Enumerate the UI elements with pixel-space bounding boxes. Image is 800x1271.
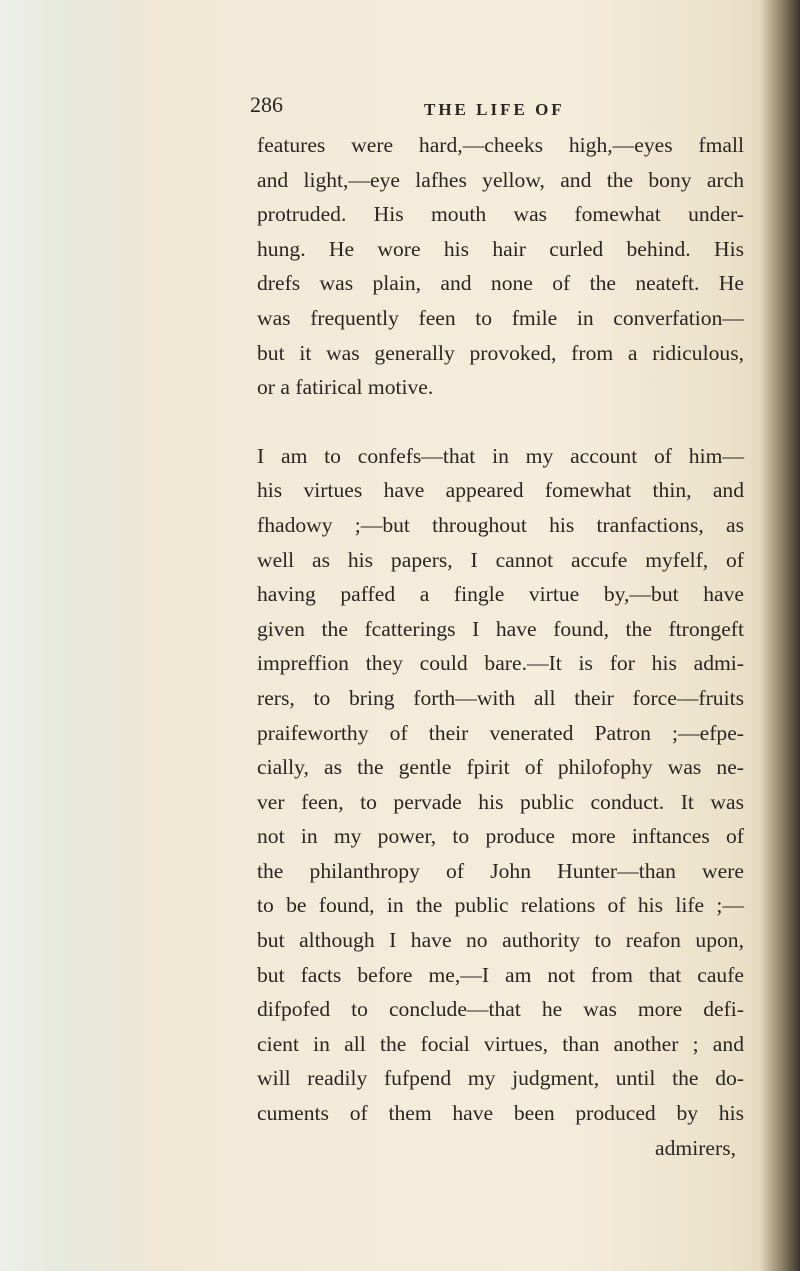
- text-line: or a fatirical motive.: [257, 375, 434, 400]
- text-line: fhadowy ;—but throughout his tranfactions, as: [257, 512, 744, 537]
- text-line: impreffion they could bare.—It is for his admi-: [257, 651, 744, 676]
- text-line: features were hard,—cheeks high,—eyes fmall: [257, 133, 744, 157]
- text-line: having paffed a fingle virtue by,—but have: [257, 582, 744, 607]
- text-line: cient in all the focial virtues, than another ; and: [257, 1031, 744, 1056]
- catchword: admirers,: [655, 1135, 736, 1160]
- text-line: to be found, in the public relations of his life ;—: [257, 893, 744, 918]
- page-edge-shadow: [760, 0, 800, 1271]
- paragraph-break: [257, 405, 744, 439]
- text-line: but facts before me,—I am not from that caufe: [257, 962, 744, 987]
- text-line: I am to confefs—that in my account of him—: [257, 443, 744, 468]
- text-line: not in my power, to produce more inftances of: [257, 824, 744, 849]
- text-line: hung. He wore his hair curled behind. His: [257, 236, 744, 261]
- text-line: cially, as the gentle fpirit of philofophy was ne-: [257, 755, 744, 780]
- body-text: [257, 128, 744, 1165]
- text-line: drefs was plain, and none of the neateft. He: [257, 271, 744, 296]
- text-line: was frequently feen to fmile in converfation—: [257, 305, 744, 330]
- text-line: will readily fufpend my judgment, until the do-: [257, 1066, 744, 1091]
- text-line: but although I have no authority to reafon upon,: [257, 928, 744, 953]
- text-line: the philanthropy of John Hunter—than were: [257, 858, 744, 883]
- facing-page-margin: [0, 0, 150, 1271]
- text-line: praifeworthy of their venerated Patron ;—efpe-: [257, 720, 744, 745]
- text-line: ver feen, to pervade his public conduct. It was: [257, 789, 744, 814]
- paragraph-2: [257, 439, 744, 1131]
- page-number: 286: [250, 92, 283, 117]
- running-title: THE LIFE OF: [424, 100, 565, 119]
- paragraph-1: [257, 128, 744, 405]
- text-line: rers, to bring forth—with all their force—fruits: [257, 685, 744, 710]
- text-line: his virtues have appeared fomewhat thin, and: [257, 478, 744, 503]
- text-line: and light,—eye lafhes yellow, and the bony arch: [257, 167, 744, 192]
- text-line: cuments of them have been produced by his: [257, 1101, 744, 1126]
- text-line: protruded. His mouth was fomewhat under-: [257, 202, 744, 227]
- text-line: given the fcatterings I have found, the ftrongeft: [257, 616, 744, 641]
- text-line: but it was generally provoked, from a ridiculous,: [257, 340, 744, 365]
- text-line: difpofed to conclude—that he was more defi-: [257, 997, 744, 1022]
- text-line: well as his papers, I cannot accufe myfelf, of: [257, 547, 744, 572]
